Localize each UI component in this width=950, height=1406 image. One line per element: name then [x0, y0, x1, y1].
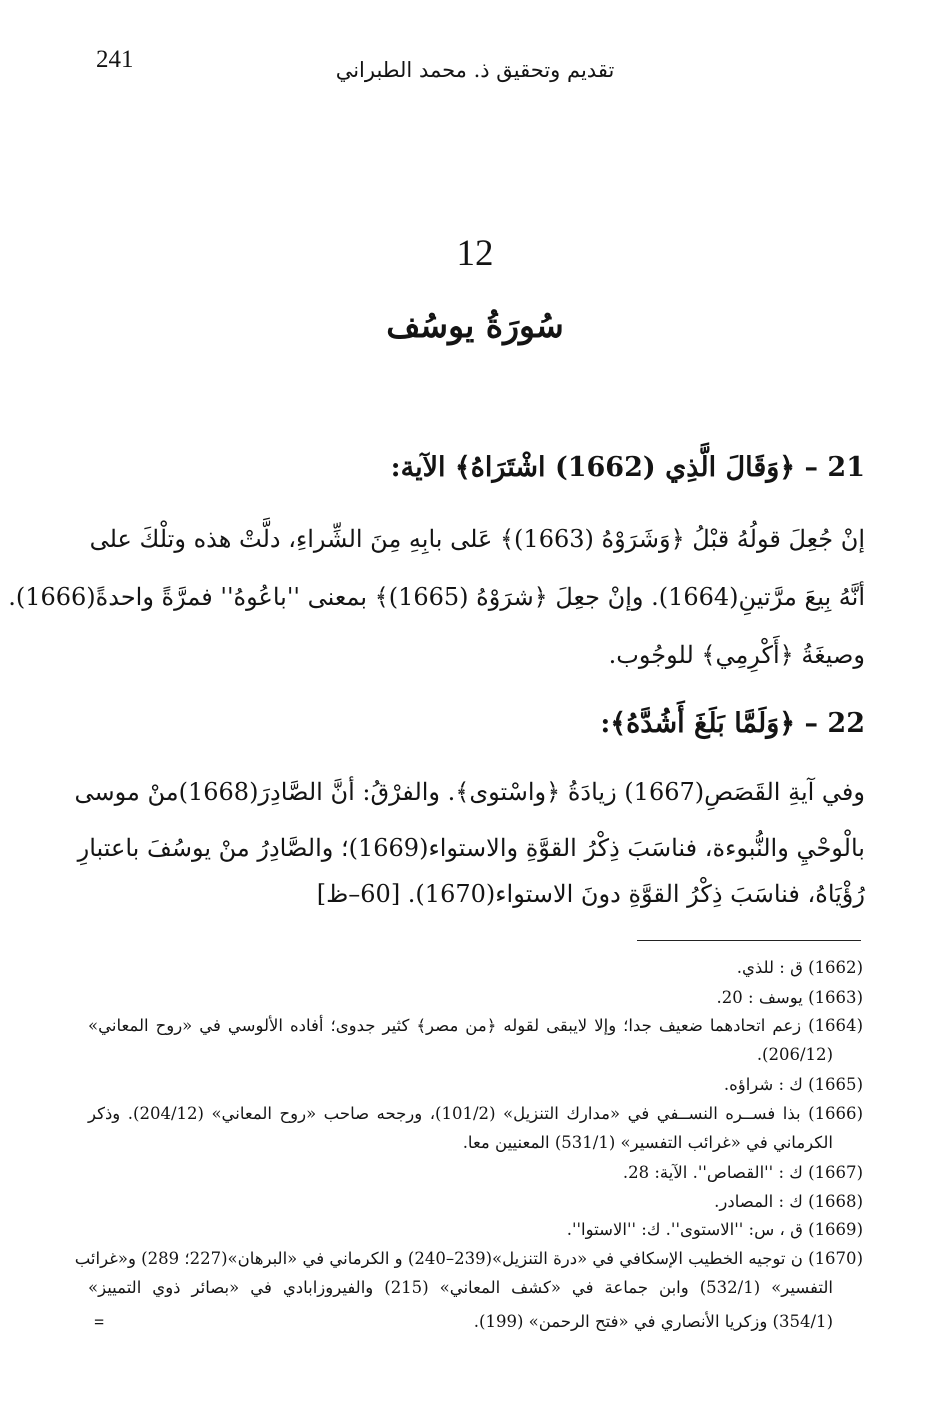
- footnote-1666-cont: الكرماني في «غرائب التفسير» (531/1) المعنيين معا.: [462, 1133, 833, 1152]
- body-line: رُؤْيَاهُ، فناسَبَ ذِكْرُ القوَّةِ دونَ الاستواء(1670). [60–ظ]: [316, 880, 865, 908]
- body-line: بالْوحْيِ والنُّبوءة، فناسَبَ ذِكْرُ القوَّةِ والاستواء(1669)؛ والصَّادِرُ منْ يوسُفَ باعتبارِ: [77, 834, 865, 862]
- footnote-1664: (1664) زعم اتحادهما ضعيف جدا؛ وإلا لايبقى لقوله ﴿من مصر﴾ كثير جدوى؛ أفاده الألوسي في «روح المعاني»: [88, 1016, 863, 1035]
- footnote-1668: (1668) ك : المصادر.: [714, 1192, 863, 1211]
- footnote-1670: (1670) ن توجيه الخطيب الإسكافي في «درة التنزيل»(239–240) و الكرماني في «البرهان»(227؛ 289) و«غرائب: [74, 1249, 863, 1268]
- footnote-1665: (1665) ك : شراؤه.: [723, 1075, 863, 1094]
- footnote-1670-cont: التفسير» (532/1) وابن جماعة في «كشف المعاني» (215) والفيروزابادي في «بصائر ذوي التمييز»: [88, 1278, 833, 1297]
- running-head: تقديم وتحقيق ذ. محمد الطبراني: [335, 58, 615, 82]
- body-line: أنَّهُ بِيعَ مرَّتينِ(1664). وإنْ جعِلَ ﴿شرَوْهُ (1665)﴾ بمعنى ''باعُوهُ'' فمرَّةً واحدةً(1666).: [8, 583, 865, 611]
- footnote-1670-cont: (354/1) وزكريا الأنصاري في «فتح الرحمن» (199).: [473, 1312, 833, 1331]
- continuation-mark: =: [94, 1312, 105, 1332]
- footnote-1669: (1669) ق ، س: ''الاستوى''. ك: ''الاستوا''.: [566, 1220, 863, 1239]
- chapter-number: 12: [456, 233, 494, 274]
- footnote-1663: (1663) يوسف : 20.: [716, 988, 863, 1007]
- body-line: وصيغَةُ ﴿أَكْرِمِي﴾ للوجُوب.: [608, 641, 865, 669]
- footnote-1664-cont: (206/12).: [756, 1045, 833, 1064]
- body-line: وفي آيةِ القَصَصِ(1667) زيادَةُ ﴿واسْتوى﴾. والفرْقُ: أنَّ الصَّادِرَ(1668)منْ موسى: [74, 778, 865, 806]
- verse-heading-21: 21 – ﴿وَقَالَ الَّذِي (1662) اشْتَرَاهُ﴾ الآية:: [390, 452, 865, 483]
- body-line: إنْ جُعِلَ قولُهُ قبْلُ ﴿وَشَرَوْهُ (1663)﴾ عَلى بابِهِ مِنَ الشِّراءِ، دلَّتْ هذه وتلْكَ على: [89, 525, 865, 553]
- footnote-1662: (1662) ق : للذي.: [736, 958, 863, 977]
- footnote-1667: (1667) ك : ''القصاص''. الآية: 28.: [622, 1163, 863, 1182]
- verse-heading-22: 22 – ﴿وَلَمَّا بَلَغَ أَشُدَّهُ﴾:: [600, 708, 865, 739]
- chapter-title: سُورَةُ يوسُف: [386, 306, 564, 345]
- footnote-divider: [637, 940, 861, 941]
- footnote-1666: (1666) بذا فســره النســفي في «مدارك التنزيل» (101/2)، ورجحه صاحب «روح المعاني» (204/12). وذكر: [88, 1104, 863, 1123]
- page-number: 241: [96, 46, 134, 73]
